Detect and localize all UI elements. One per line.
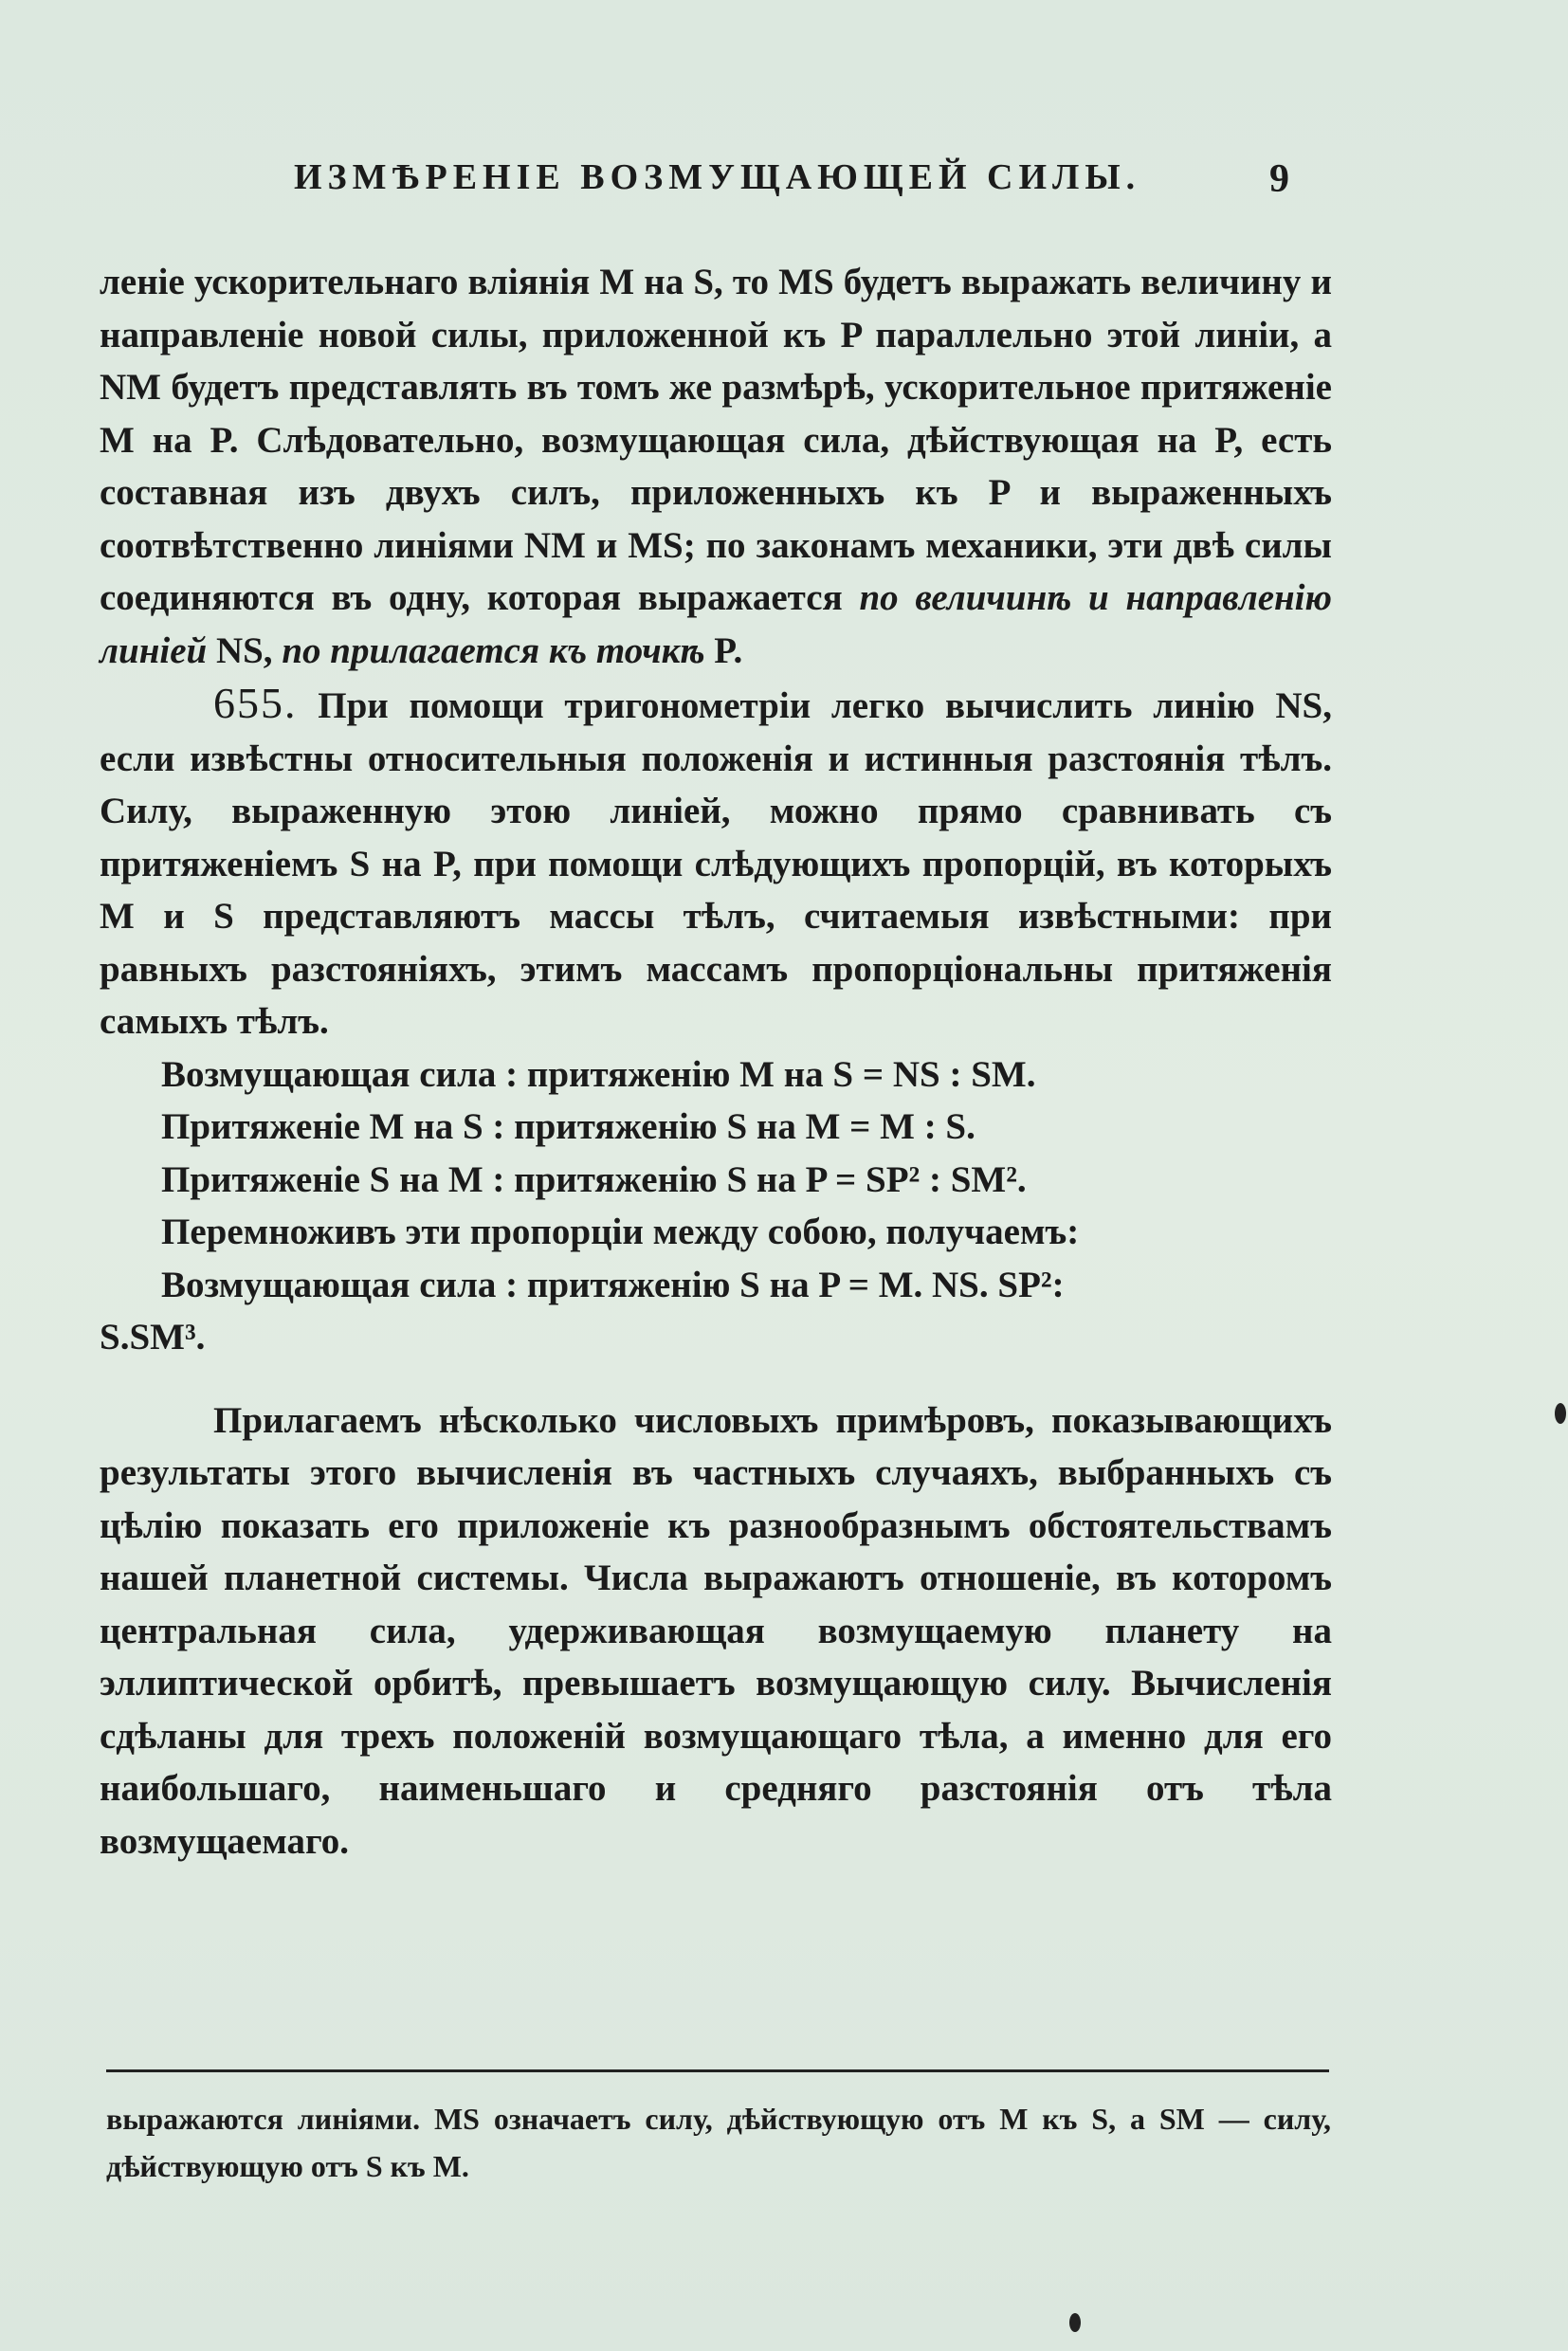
section-number: 655. — [213, 679, 298, 727]
ink-speck — [1555, 1403, 1566, 1424]
paragraph-1-end: P. — [714, 629, 743, 671]
paragraph-gap — [100, 1364, 1332, 1394]
paragraph-1-italic-a: по величинѣ и направленію линіей — [100, 577, 1332, 671]
footnote — [106, 2095, 1331, 2190]
equation-1: Возмущающая сила : притяженію M на S = NS : SM. — [161, 1053, 1036, 1095]
paragraph-3: Прилагаемъ нѣсколько числовыхъ примѣровъ, показывающихъ результаты этого вычисленія въ частныхъ случаяхъ, выбранныхъ съ цѣлію показать его приложеніе къ разнообразнымъ обстоятельствамъ нашей планетной системы. Числа выражаютъ отношеніе, въ которомъ центральная сила, удерживающая возмущаемую планету на эллиптической орбитѣ, превышаетъ возмущающую силу. Вычисленія сдѣланы для трехъ положеній возмущающаго тѣла, а именно для его наибольшаго, наименьшаго и средняго разстоянія отъ тѣла возмущаемаго. — [100, 1399, 1332, 1862]
paragraph-1 — [100, 256, 1332, 677]
running-head: ИЗМѢРЕНІЕ ВОЗМУЩАЮЩЕЙ СИЛЫ. — [294, 157, 1141, 197]
footnote-rule — [106, 2069, 1329, 2072]
paragraph-2-text: При помощи тригонометріи легко вычислить линію NS, если извѣстны относительныя положенія и истинныя разстоянія тѣлъ. Силу, выраженную этою линіей, можно прямо сравнивать съ притяженіемъ S на P, при помощи слѣдующихъ пропорцій, въ которыхъ M и S представляютъ массы тѣлъ, считаемыя извѣстными: при равныхъ разстояніяхъ, этимъ массамъ пропорціональны притяженія самыхъ тѣлъ. — [100, 685, 1332, 1042]
page-number: 9 — [1269, 157, 1289, 201]
equation-4: Возмущающая сила : притяженію S на P = M. NS. SP²: — [161, 1264, 1065, 1305]
ink-speck — [1069, 2313, 1081, 2332]
equation-3: Притяженіе S на M : притяженію S на P = SP² : SM². — [161, 1158, 1027, 1200]
equation-4-tail: S.SM³. — [100, 1317, 206, 1358]
footnote-text: выражаются линіями. MS означаетъ силу, дѣйствующую отъ M къ S, а SM — силу, дѣйствующую отъ S къ M. — [106, 2102, 1331, 2183]
paragraph-1-italic-b: по прилагается къ точкѣ — [282, 629, 705, 671]
paragraph-1-text: леніе ускорительнаго вліянія M на S, то MS будетъ выражать величину и направленіе новой силы, приложенной къ P параллельно этой линіи, а NM будетъ представлять въ томъ же размѣрѣ, ускорительное притяженіе M на P. Слѣдовательно, возмущающая сила, дѣйствующая на P, есть составная изъ двухъ силъ, приложенныхъ къ P и выраженныхъ соотвѣтственно линіями NM и MS; по законамъ механики, эти двѣ силы соединяются въ одну, которая выражается — [100, 262, 1332, 618]
equation-2: Притяженіе M на S : притяженію S на M = M : S. — [161, 1106, 975, 1147]
paragraph-2 — [100, 677, 1332, 1048]
paragraph-1-symbol: NS, — [215, 629, 273, 671]
page-header — [100, 156, 1332, 213]
multiply-line: Перемноживъ эти пропорціи между собою, получаемъ: — [161, 1212, 1080, 1252]
main-text — [100, 256, 1332, 1868]
